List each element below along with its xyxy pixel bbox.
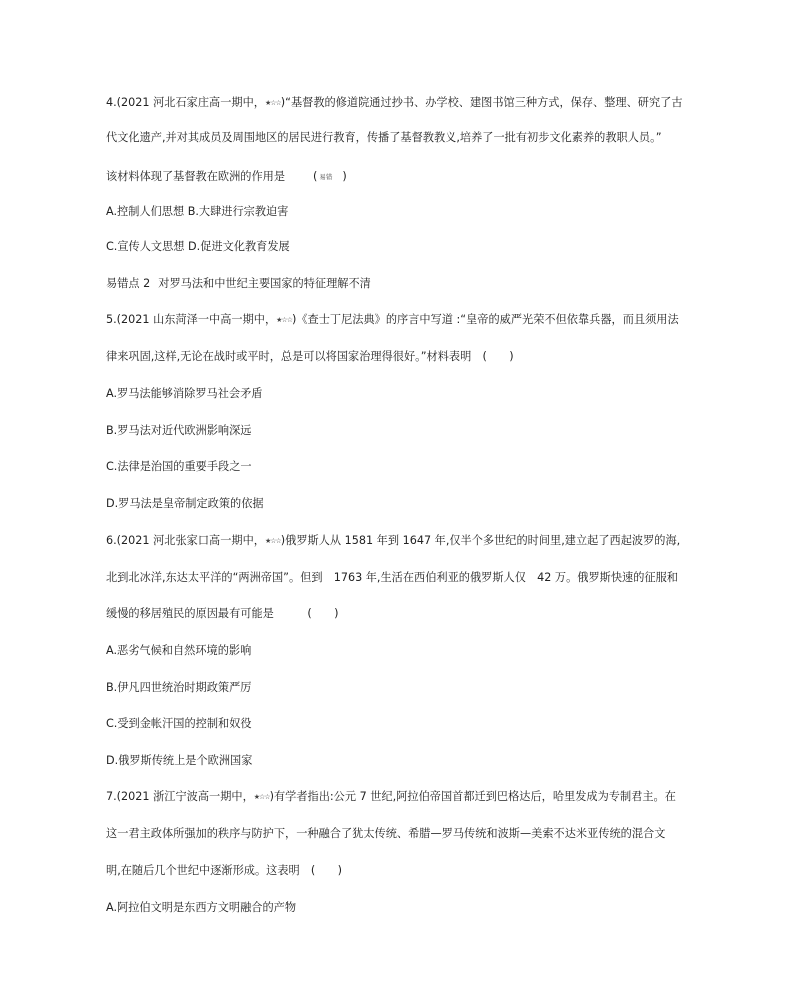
q6-option-b: B.伊凡四世统治时期政策严厉 [106, 681, 252, 694]
q6-stem-line-3: 缓慢的移居殖民的原因最有可能是 ( ) [106, 607, 339, 620]
q4-answer-paren-open: ( [313, 170, 318, 183]
q4-error-prone-tag: 易错 [319, 173, 333, 181]
q6-option-d: D.俄罗斯传统上是个欧洲国家 [106, 754, 253, 767]
q5-difficulty-stars: ★☆☆ [276, 316, 292, 324]
q4-prompt [106, 170, 347, 184]
q7-stem-line-2: 这一君主政体所强加的秩序与防护下，一种融合了犹太传统、希腊—罗马传统和波斯—美索不达米亚传统的混合文 [106, 827, 666, 840]
q5-stem-text: )《查士丁尼法典》的序言中写道 :“皇帝的威严光荣不但依靠兵器，而且须用法 [291, 313, 679, 326]
q6-number-source: 6.(2021 河北张家口高一期中， [106, 534, 265, 547]
q6-difficulty-stars: ★☆☆ [264, 537, 281, 545]
q4-option-row-cd: C.宣传人文思想 D.促进文化教育发展 [106, 240, 290, 253]
q7-stem-line-1 [106, 790, 676, 804]
q5-option-b: B.罗马法对近代欧洲影响深远 [106, 424, 252, 437]
q5-number-source: 5.(2021 山东菏泽一中高一期中， [106, 313, 277, 326]
q4-stem-text: )“基督教的修道院通过抄书、办学校、建图书馆三种方式，保存、整理、研究了古 [280, 96, 683, 109]
q6-stem-line-2: 北到北冰洋,东达太平洋的“两洲帝国”。但到 1763 年,生活在西伯利亚的俄罗斯人仅 42 万。俄罗斯快速的征服和 [106, 571, 678, 584]
q4-answer-paren-close: ) [342, 170, 347, 183]
q5-stem-line-2: 律来巩固,这样,无论在战时或平时，总是可以将国家治理得很好。”材料表明 ( ) [106, 350, 514, 363]
section-title: 对罗马法和中世纪主要国家的特征理解不清 [158, 277, 371, 290]
q4-stem-line-2: 代文化遗产,并对其成员及周围地区的居民进行教育，传播了基督教教义,培养了一批有初步文化素养的教职人员。” [106, 131, 662, 144]
q5-stem-line-1 [106, 313, 679, 327]
q4-prompt-text: 该材料体现了基督教在欧洲的作用是 [106, 170, 286, 183]
q6-option-c: C.受到金帐汗国的控制和奴役 [106, 717, 252, 730]
q7-difficulty-stars: ★☆☆ [253, 793, 270, 801]
q7-stem-line-3: 明,在随后几个世纪中逐渐形成。这表明 ( ) [106, 864, 343, 877]
q4-stem-line-1 [106, 96, 683, 110]
q6-option-a: A.恶劣气候和自然环境的影响 [106, 644, 252, 657]
q7-number-source: 7.(2021 浙江宁波高一期中， [106, 790, 254, 803]
q5-option-d: D.罗马法是皇帝制定政策的依据 [106, 497, 264, 510]
section-label: 易错点 2 [106, 277, 151, 290]
q5-option-a: A.罗马法能够消除罗马社会矛盾 [106, 387, 263, 400]
section-heading [106, 277, 371, 291]
q4-option-row-ab: A.控制人们思想 B.大肆进行宗教迫害 [106, 205, 289, 218]
q7-stem-text: )有学者指出:公元 7 世纪,阿拉伯帝国首都迁到巴格达后，哈里发成为专制君主。在 [269, 790, 676, 803]
q4-number-source: 4.(2021 河北石家庄高一期中， [106, 96, 265, 109]
q4-difficulty-stars: ★☆☆ [264, 99, 281, 107]
q5-option-c: C.法律是治国的重要手段之一 [106, 460, 252, 473]
q7-option-a: A.阿拉伯文明是东西方文明融合的产物 [106, 901, 297, 914]
q6-stem-text: )俄罗斯人从 1581 年到 1647 年,仅半个多世纪的时间里,建立起了西起波罗的海, [280, 534, 681, 547]
q6-stem-line-1 [106, 534, 680, 548]
